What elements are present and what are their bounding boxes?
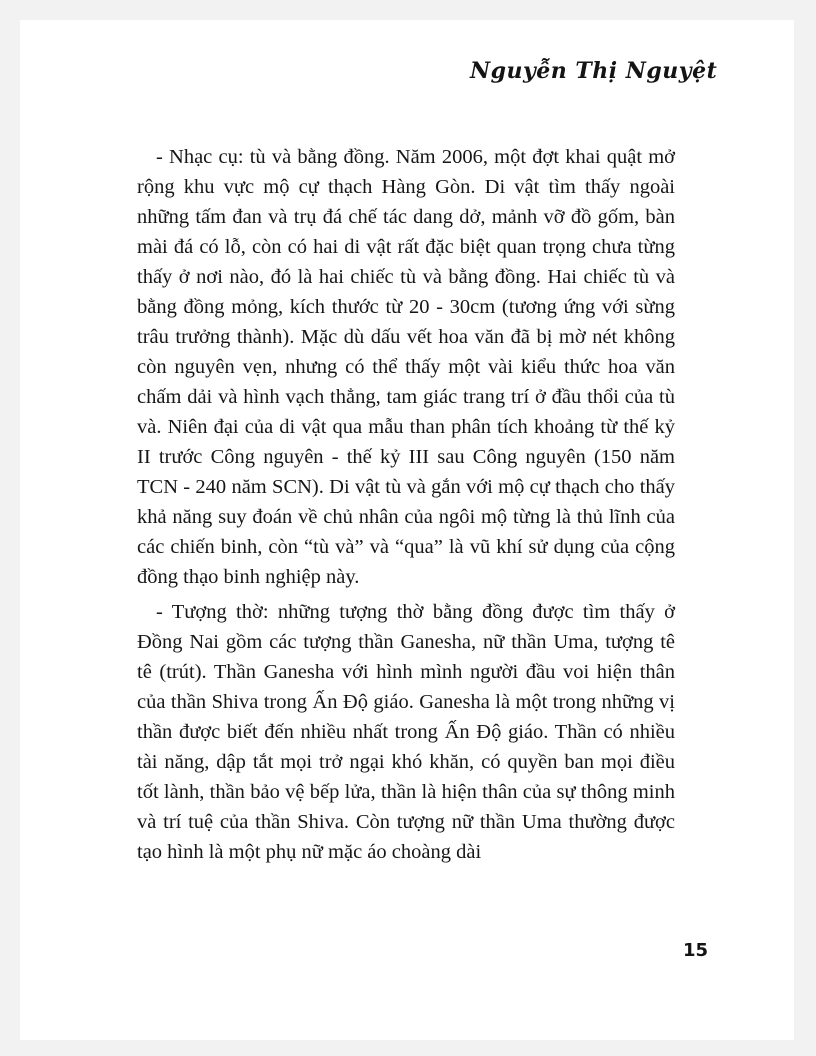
page-number: 15 [682,940,708,961]
paragraph-musical-instruments: - Nhạc cụ: tù và bằng đồng. Năm 2006, một đợt khai quật mở rộng khu vực mộ cự thạch Hàng Gòn. Di vật tìm thấy ngoài những tấm đan và trụ đá chế tác dang dở, mảnh vỡ đồ gốm, bàn mài đá có lỗ, còn có hai di vật rất đặc biệt quan trọng chưa từng thấy ở nơi nào, đó là hai chiếc tù và bằng đồng. Hai chiếc tù và bằng đồng mỏng, kích thước từ 20 - 30cm (tương ứng với sừng trâu trưởng thành). Mặc dù dấu vết hoa văn đã bị mờ nét không còn nguyên vẹn, nhưng có thể thấy một vài kiểu thức hoa văn chấm dải và hình vạch thẳng, tam giác trang trí ở đầu thổi của tù và. Niên đại của di vật qua mẫu than phân tích khoảng từ thế kỷ II trước Công nguyên - thế kỷ III sau Công nguyên (150 năm TCN - 240 năm SCN). Di vật tù và gắn với mộ cự thạch cho thấy khả năng suy đoán về chủ nhân của ngôi mộ từng là thủ lĩnh của các chiến binh, còn “tù và” và “qua” là vũ khí sử dụng của cộng đồng thạo binh nghiệp này. [137,146,675,588]
body-text [137,142,675,867]
paragraph-worship-statues: - Tượng thờ: những tượng thờ bằng đồng được tìm thấy ở Đồng Nai gồm các tượng thần Ganesha, nữ thần Uma, tượng tê tê (trút). Thần Ganesha với hình mình người đầu voi hiện thân của thần Shiva trong Ấn Độ giáo. Ganesha là một trong những vị thần được biết đến nhiều nhất trong Ấn Độ giáo. Thần có nhiều tài năng, dập tắt mọi trở ngại khó khăn, có quyền ban mọi điều tốt lành, thần bảo vệ bếp lửa, thần là hiện thân của sự thông minh và trí tuệ của thần Shiva. Còn tượng nữ thần Uma thường được tạo hình là một phụ nữ mặc áo choàng dài [137,601,675,863]
running-header-author: Nguyễn Thị Nguyệt [470,58,718,84]
